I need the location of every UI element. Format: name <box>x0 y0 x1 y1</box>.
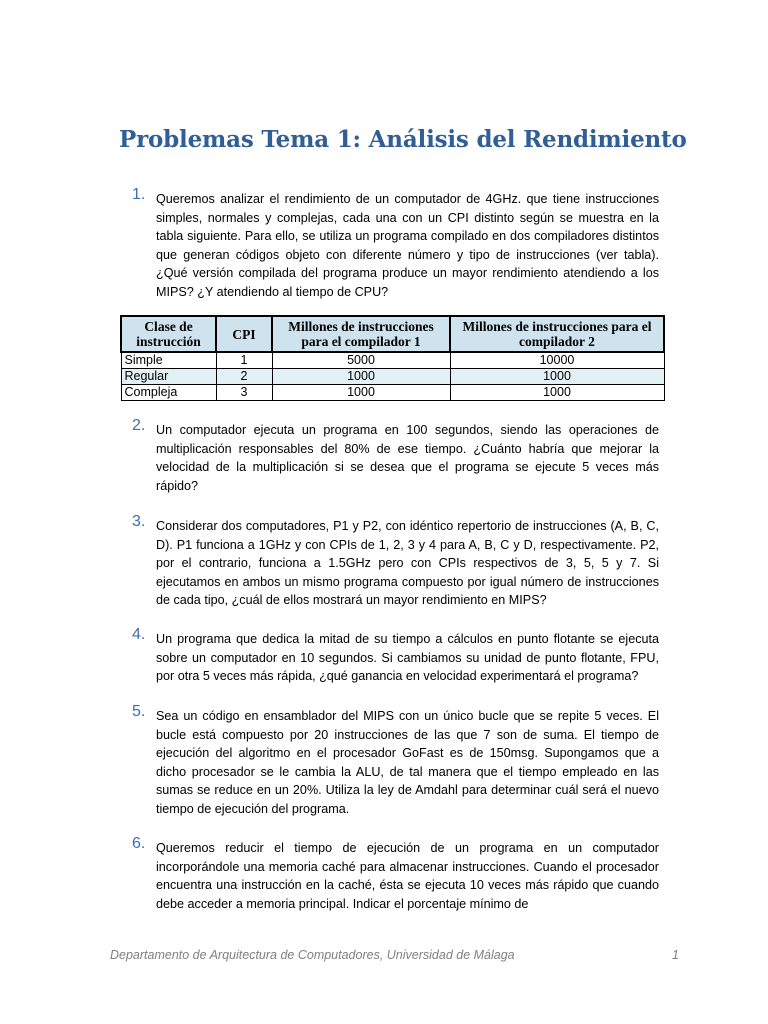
table-cell: Simple <box>121 352 216 369</box>
page-title: Problemas Tema 1: Análisis del Rendimiento <box>119 126 687 153</box>
header-cell: Clase de instrucción <box>121 316 216 352</box>
problem-1 <box>128 186 659 302</box>
problem-text: Queremos analizar el rendimiento de un computador de 4GHz. que tiene instrucciones simples, normales y complejas, cada una con un CPI distinto según se muestra en la tabla siguiente. Para ello, se utiliza un programa compilado en dos compiladores distintos que generan códigos objeto con diferente número y tipo de instrucciones (ver tabla). ¿Qué versión compilada del programa produce un mayor rendimiento atendiendo a los MIPS? ¿Y atendiendo al tiempo de CPU? <box>156 192 659 299</box>
problem-6 <box>128 835 659 913</box>
cpi-table <box>120 315 665 401</box>
problem-5 <box>128 703 659 819</box>
problem-number: 3. <box>132 513 146 530</box>
table-cell: 1000 <box>450 369 664 385</box>
table-cell: 10000 <box>450 352 664 369</box>
table-cell: 2 <box>216 369 272 385</box>
problem-3 <box>128 513 659 610</box>
table-cell: 1000 <box>450 385 664 401</box>
page-number: 1 <box>672 948 679 962</box>
table-cell: 5000 <box>272 352 450 369</box>
table-row <box>121 369 664 385</box>
problem-4 <box>128 626 659 686</box>
problem-2 <box>128 417 659 495</box>
table-row <box>121 352 664 369</box>
table-cell: 1 <box>216 352 272 369</box>
table-cell: Regular <box>121 369 216 385</box>
problem-text: Considerar dos computadores, P1 y P2, con idéntico repertorio de instrucciones (A, B, C, D). P1 funciona a 1GHz y con CPIs de 1, 2, 3 y 4 para A, B, C y D, respectivamente. P2, por el contrario, funciona a 1.5GHz pero con CPIs respectivos de 3, 5, 5 y 7. Si ejecutamos en ambos un mismo programa compuesto por igual número de instrucciones de cada tipo, ¿cuál de ellos mostrará un mayor rendimiento en MIPS? <box>156 519 659 608</box>
problem-text: Un programa que dedica la mitad de su tiempo a cálculos en punto flotante se ejecuta sobre un computador en 10 segundos. Si cambiamos su unidad de punto flotante, FPU, por otra 5 veces más rápida, ¿qué ganancia en velocidad experimentará el programa? <box>156 632 659 684</box>
problem-text: Queremos reducir el tiempo de ejecución de un programa en un computador incorporándole una memoria caché para almacenar instrucciones. Cuando el procesador encuentra una instrucción en la caché, ésta se ejecuta 10 veces más rápido que cuando debe acceder a memoria principal. Indicar el porcentaje mínimo de <box>156 841 659 911</box>
footer-department: Departamento de Arquitectura de Computadores, Universidad de Málaga <box>110 948 515 962</box>
table-cell: 3 <box>216 385 272 401</box>
table-cell: 1000 <box>272 369 450 385</box>
table-row <box>121 385 664 401</box>
problem-number: 1. <box>132 186 146 203</box>
problem-number: 2. <box>132 417 146 434</box>
problem-number: 4. <box>132 626 146 643</box>
problem-text: Un computador ejecuta un programa en 100 segundos, siendo las operaciones de multiplicación responsables del 80% de ese tiempo. ¿Cuánto habría que mejorar la velocidad de la multiplicación si se desea que el programa se ejecute 5 veces más rápido? <box>156 423 659 493</box>
table-header-row <box>121 316 664 352</box>
problem-number: 6. <box>132 835 146 852</box>
table-cell: 1000 <box>272 385 450 401</box>
table-cell: Compleja <box>121 385 216 401</box>
header-cell: CPI <box>216 316 272 352</box>
problem-number: 5. <box>132 703 146 720</box>
header-cell: Millones de instrucciones para el compilador 1 <box>272 316 450 352</box>
header-cell: Millones de instrucciones para el compilador 2 <box>450 316 664 352</box>
problem-text: Sea un código en ensamblador del MIPS con un único bucle que se repite 5 veces. El bucle está compuesto por 20 instrucciones de las que 7 son de suma. El tiempo de ejecución del algoritmo en el procesador GoFast es de 150msg. Supongamos que a dicho procesador se le cambia la ALU, de tal manera que el tiempo empleado en las sumas se reduce en un 20%. Utiliza la ley de Amdahl para determinar cuál será el nuevo tiempo de ejecución del programa. <box>156 709 659 816</box>
